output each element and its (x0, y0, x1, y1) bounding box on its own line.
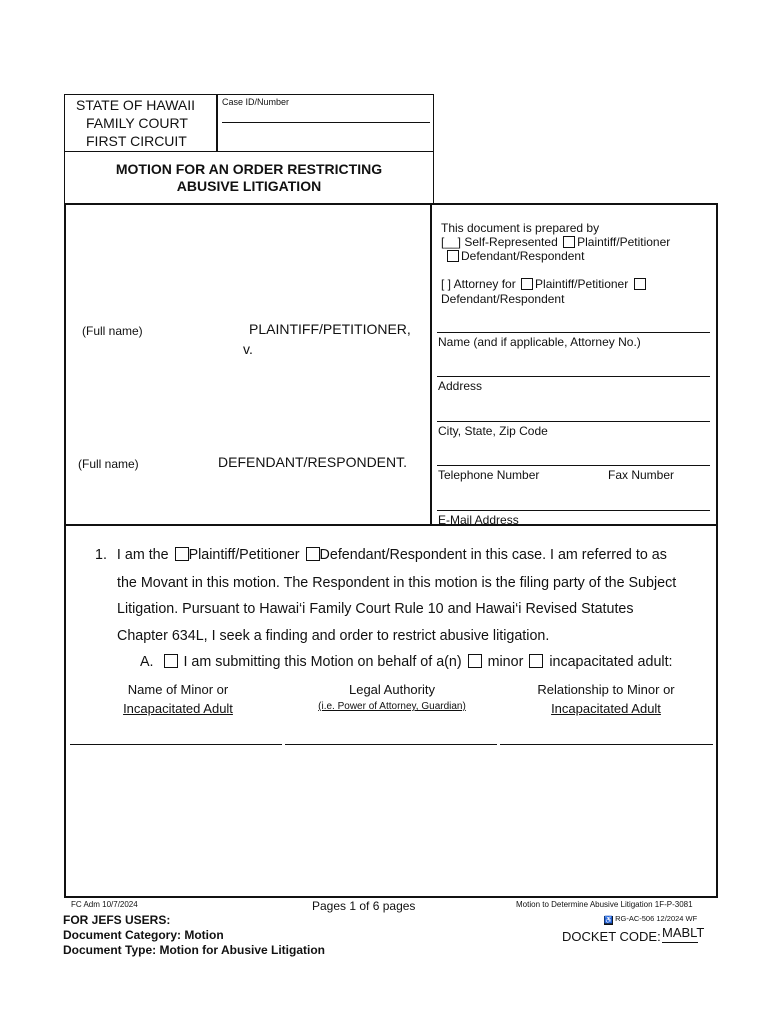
on-behalf-checkbox[interactable] (164, 654, 178, 668)
incapacitated-label: incapacitated adult: (549, 654, 673, 670)
defendant-full-name-label: (Full name) (78, 457, 139, 471)
col3-header-line1: Relationship to Minor or (537, 682, 675, 697)
prepared-attorney-row (441, 277, 648, 291)
name-field-label: Name (and if applicable, Attorney No.) (438, 335, 641, 349)
document-type: Document Type: Motion for Abusive Litigation (63, 943, 325, 957)
case-id-field[interactable] (222, 122, 430, 123)
jefs-heading: FOR JEFS USERS: (63, 913, 171, 927)
col1-entry-field[interactable] (70, 744, 282, 745)
defendant-label: DEFENDANT/RESPONDENT. (218, 454, 408, 470)
para-1-line-2: the Movant in this motion. The Respondent in this motion is the filing party of the Subject (117, 575, 677, 591)
attorney-bracket[interactable]: [ ] Attorney for (441, 277, 516, 291)
p1-lead: I am the (116, 547, 169, 563)
prepared-self-row (441, 235, 670, 249)
para-1-line-1 (95, 547, 667, 563)
title-line2: ABUSIVE LITIGATION (176, 178, 322, 194)
attorney-plaintiff-label: Plaintiff/Petitioner (535, 277, 629, 291)
col1-header-line2: Incapacitated Adult (123, 701, 233, 716)
form-title-code: Motion to Determine Abusive Litigation 1F-P-3081 (516, 900, 693, 909)
document-category: Document Category: Motion (63, 928, 224, 942)
fax-field-label: Fax Number (608, 468, 675, 482)
col2-entry-field[interactable] (285, 744, 497, 745)
col2-header-line2: (i.e. Power of Attorney, Guardian) (318, 701, 466, 712)
movant-defendant-checkbox[interactable] (306, 547, 320, 561)
movant-defendant-label: Defendant/Respondent in this case. I am referred to as (319, 547, 667, 563)
city-field[interactable] (437, 421, 710, 422)
movant-plaintiff-label: Plaintiff/Petitioner (188, 547, 300, 563)
city-field-label: City, State, Zip Code (438, 424, 548, 438)
self-defendant-label: Defendant/Respondent (461, 249, 585, 263)
para-1-line-3: Litigation. Pursuant to Hawai‘i Family Court Rule 10 and Hawai‘i Revised Statutes (117, 601, 634, 617)
court-circuit: FIRST CIRCUIT (86, 133, 187, 149)
telephone-field-label: Telephone Number (438, 468, 540, 482)
col2-header-line1: Legal Authority (348, 682, 435, 697)
self-represented-bracket[interactable]: [__] Self-Represented (441, 235, 558, 249)
docket-code-value: MABLT (662, 925, 705, 940)
docket-code-underline (662, 942, 698, 943)
col3-entry-field[interactable] (500, 744, 713, 745)
plaintiff-label: PLAINTIFF/PETITIONER, (249, 321, 411, 337)
col1-header-line1: Name of Minor or (127, 682, 229, 697)
movant-plaintiff-checkbox[interactable] (175, 547, 189, 561)
item-a-row (140, 654, 673, 670)
item-a-label: A. (140, 654, 154, 670)
self-plaintiff-checkbox[interactable] (563, 236, 575, 248)
fc-adm-code: FC Adm 10/7/2024 (71, 900, 138, 909)
on-behalf-label: I am submitting this Motion on behalf of a(n) (183, 654, 462, 670)
prepared-by-heading: This document is prepared by (441, 221, 600, 235)
name-field[interactable] (437, 332, 710, 333)
docket-code-label: DOCKET CODE: (562, 929, 661, 944)
attorney-defendant-checkbox[interactable] (634, 278, 646, 290)
minor-label: minor (487, 654, 524, 670)
parties-divider (430, 203, 432, 526)
title-line1: MOTION FOR AN ORDER RESTRICTING (115, 161, 383, 177)
email-field[interactable] (437, 510, 710, 511)
plaintiff-full-name-label: (Full name) (82, 324, 143, 338)
self-plaintiff-label: Plaintiff/Petitioner (577, 235, 671, 249)
attorney-plaintiff-checkbox[interactable] (521, 278, 533, 290)
self-defendant-checkbox[interactable] (447, 250, 459, 262)
para-1-line-4: Chapter 634L, I seek a finding and order to restrict abusive litigation. (117, 628, 550, 644)
incapacitated-checkbox[interactable] (529, 654, 543, 668)
rg-code-row (604, 914, 697, 925)
case-id-label: Case ID/Number (222, 97, 290, 107)
accessibility-icon: ♿ (604, 917, 613, 924)
court-state: STATE OF HAWAII (76, 97, 195, 113)
attorney-defendant-label: Defendant/Respondent (441, 292, 565, 306)
item-number: 1. (95, 547, 107, 563)
rg-code: RG-AC-506 12/2024 WF (615, 914, 698, 923)
minor-checkbox[interactable] (468, 654, 482, 668)
court-name: FAMILY COURT (86, 115, 188, 131)
address-field[interactable] (437, 376, 710, 377)
telephone-fax-field[interactable] (437, 465, 710, 466)
col3-header-line2: Incapacitated Adult (551, 701, 661, 716)
versus-label: v. (243, 341, 253, 357)
email-field-label: E-Mail Address (438, 513, 519, 527)
prepared-self-row2 (445, 249, 584, 263)
address-field-label: Address (438, 379, 483, 393)
page-count: Pages 1 of 6 pages (312, 899, 416, 913)
court-case-divider (216, 94, 218, 152)
